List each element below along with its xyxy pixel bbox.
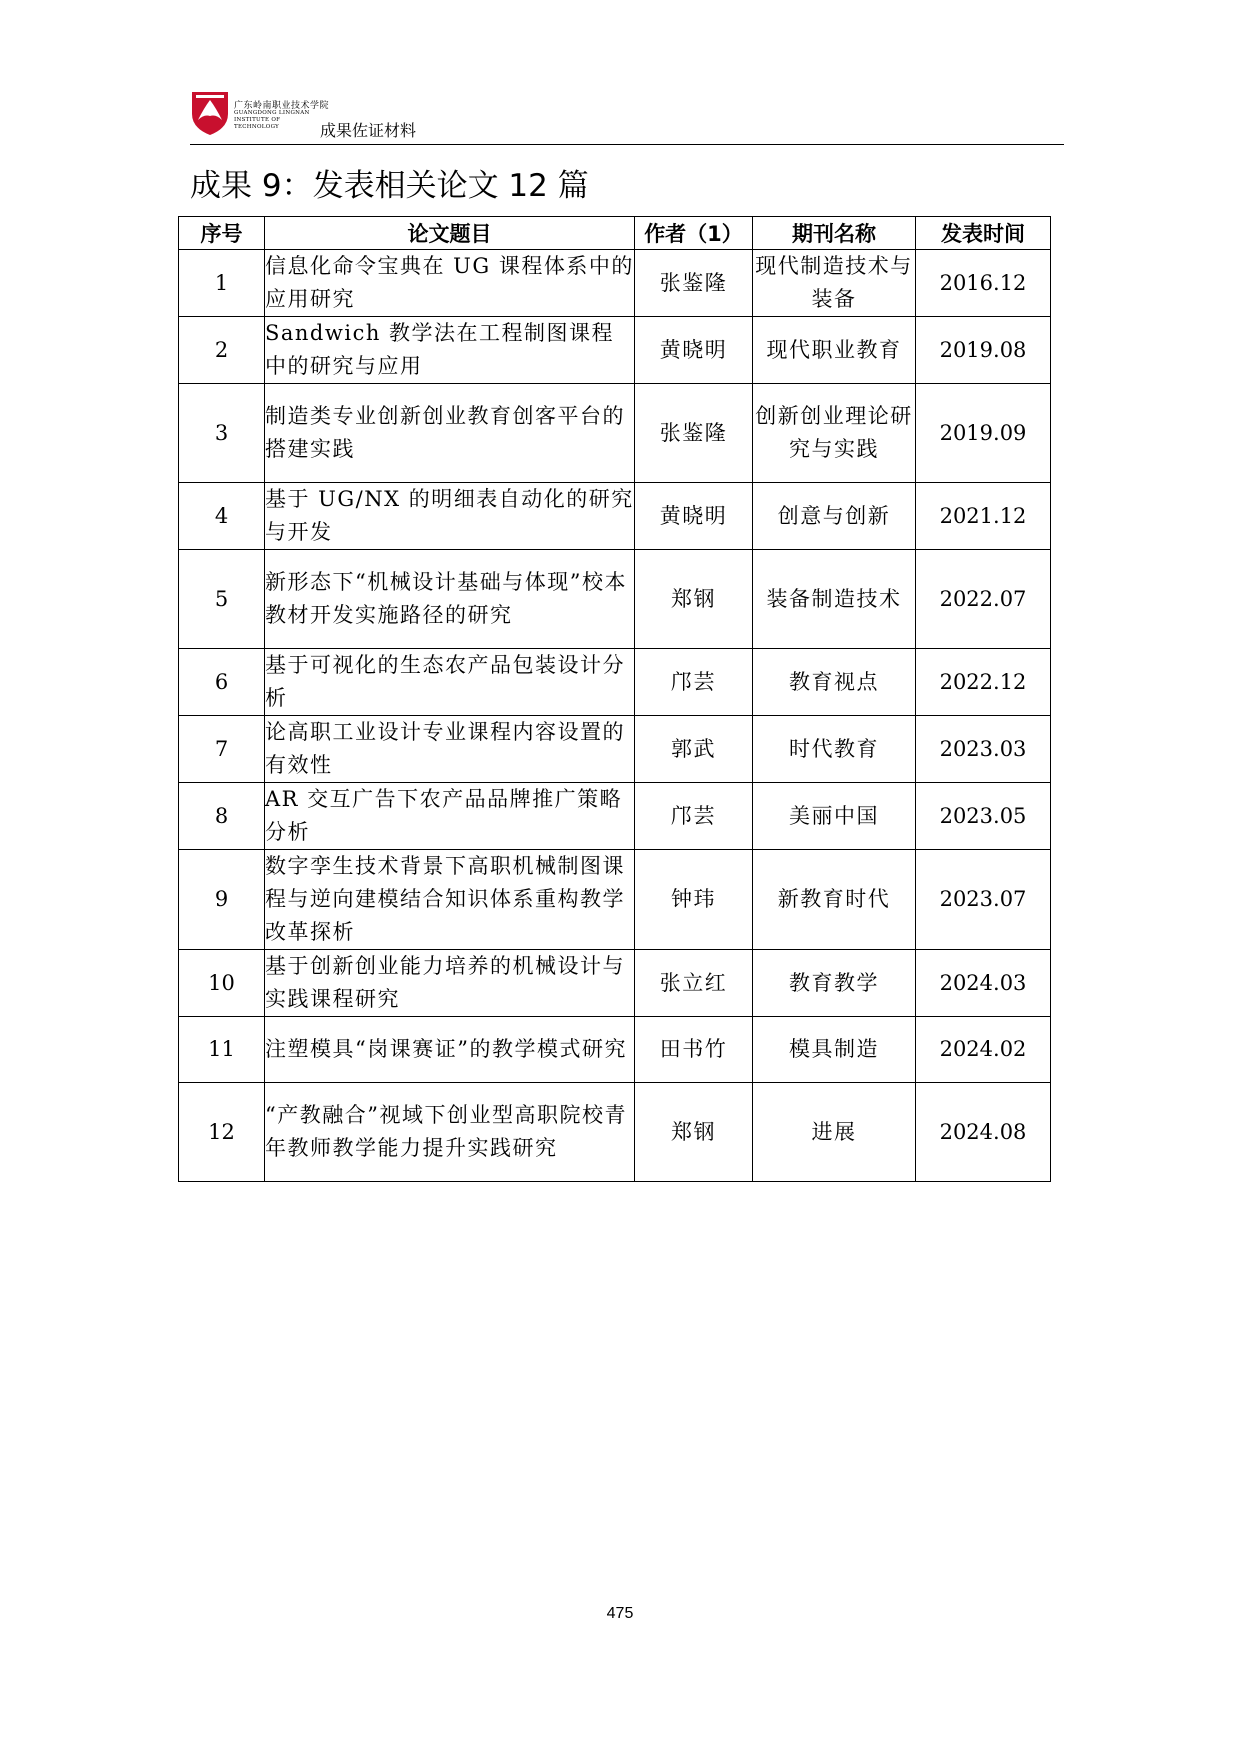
header-date: 发表时间 [916, 217, 1051, 250]
row-journal: 新教育时代 [753, 850, 916, 950]
row-index: 10 [179, 950, 265, 1017]
row-title: AR 交互广告下农产品品牌推广策略分析 [265, 783, 635, 850]
row-date: 2023.05 [916, 783, 1051, 850]
school-name-cn: 广东岭南职业技术学院 [234, 101, 330, 111]
table-header-row [179, 217, 1051, 250]
row-index: 8 [179, 783, 265, 850]
row-author: 邝芸 [635, 783, 753, 850]
row-journal: 时代教育 [753, 716, 916, 783]
header-journal: 期刊名称 [753, 217, 916, 250]
row-journal: 美丽中国 [753, 783, 916, 850]
row-title: 论高职工业设计专业课程内容设置的有效性 [265, 716, 635, 783]
row-date: 2019.09 [916, 384, 1051, 483]
table-row [179, 317, 1051, 384]
row-date: 2024.08 [916, 1083, 1051, 1182]
row-author: 田书竹 [635, 1017, 753, 1083]
table-row [179, 483, 1051, 550]
row-title: 新形态下“机械设计基础与体现”校本教材开发实施路径的研究 [265, 550, 635, 649]
row-index: 2 [179, 317, 265, 384]
row-title: “产教融合”视域下创业型高职院校青年教师教学能力提升实践研究 [265, 1083, 635, 1182]
document-label: 成果佐证材料 [320, 121, 417, 140]
row-date: 2023.07 [916, 850, 1051, 950]
row-index: 5 [179, 550, 265, 649]
row-title: 数字孪生技术背景下高职机械制图课程与逆向建模结合知识体系重构教学改革探析 [265, 850, 635, 950]
row-author: 郑钢 [635, 550, 753, 649]
table-row [179, 550, 1051, 649]
row-date: 2024.03 [916, 950, 1051, 1017]
row-journal: 教育教学 [753, 950, 916, 1017]
row-date: 2016.12 [916, 250, 1051, 317]
table-row [179, 716, 1051, 783]
row-author: 张立红 [635, 950, 753, 1017]
row-index: 9 [179, 850, 265, 950]
header-index: 序号 [179, 217, 265, 250]
row-author: 黄晓明 [635, 483, 753, 550]
row-journal: 进展 [753, 1083, 916, 1182]
papers-table [178, 216, 1051, 1182]
table-row [179, 384, 1051, 483]
row-author: 黄晓明 [635, 317, 753, 384]
row-journal: 创新创业理论研究与实践 [753, 384, 916, 483]
row-index: 1 [179, 250, 265, 317]
row-title: 基于创新创业能力培养的机械设计与实践课程研究 [265, 950, 635, 1017]
row-author: 邝芸 [635, 649, 753, 716]
school-name-en: GUANGDONG LINGNAN INSTITUTE OF TECHNOLOGY [234, 110, 310, 130]
row-date: 2024.02 [916, 1017, 1051, 1083]
row-date: 2023.03 [916, 716, 1051, 783]
table-row [179, 1083, 1051, 1182]
row-date: 2022.07 [916, 550, 1051, 649]
row-author: 郑钢 [635, 1083, 753, 1182]
header-author: 作者（1） [635, 217, 753, 250]
row-title: Sandwich 教学法在工程制图课程中的研究与应用 [265, 317, 635, 384]
row-title: 制造类专业创新创业教育创客平台的搭建实践 [265, 384, 635, 483]
table-row [179, 950, 1051, 1017]
row-date: 2022.12 [916, 649, 1051, 716]
table-row [179, 850, 1051, 950]
row-date: 2019.08 [916, 317, 1051, 384]
row-journal: 创意与创新 [753, 483, 916, 550]
row-journal: 装备制造技术 [753, 550, 916, 649]
table-row [179, 250, 1051, 317]
table-row [179, 649, 1051, 716]
row-date: 2021.12 [916, 483, 1051, 550]
table-row [179, 783, 1051, 850]
row-index: 7 [179, 716, 265, 783]
page-header [190, 88, 1064, 145]
row-title: 信息化命令宝典在 UG 课程体系中的应用研究 [265, 250, 635, 317]
row-author: 张鉴隆 [635, 250, 753, 317]
row-title: 基于 UG/NX 的明细表自动化的研究与开发 [265, 483, 635, 550]
row-author: 郭武 [635, 716, 753, 783]
row-author: 钟玮 [635, 850, 753, 950]
row-author: 张鉴隆 [635, 384, 753, 483]
row-title: 注塑模具“岗课赛证”的教学模式研究 [265, 1017, 635, 1083]
row-index: 11 [179, 1017, 265, 1083]
row-index: 3 [179, 384, 265, 483]
school-logo-icon [190, 90, 230, 136]
page-title: 成果 9：发表相关论文 12 篇 [190, 168, 589, 204]
header-title: 论文题目 [265, 217, 635, 250]
row-index: 6 [179, 649, 265, 716]
row-index: 4 [179, 483, 265, 550]
row-index: 12 [179, 1083, 265, 1182]
row-title: 基于可视化的生态农产品包装设计分析 [265, 649, 635, 716]
row-journal: 教育视点 [753, 649, 916, 716]
row-journal: 模具制造 [753, 1017, 916, 1083]
table-row [179, 1017, 1051, 1083]
row-journal: 现代制造技术与装备 [753, 250, 916, 317]
row-journal: 现代职业教育 [753, 317, 916, 384]
page-number: 475 [606, 1605, 634, 1622]
